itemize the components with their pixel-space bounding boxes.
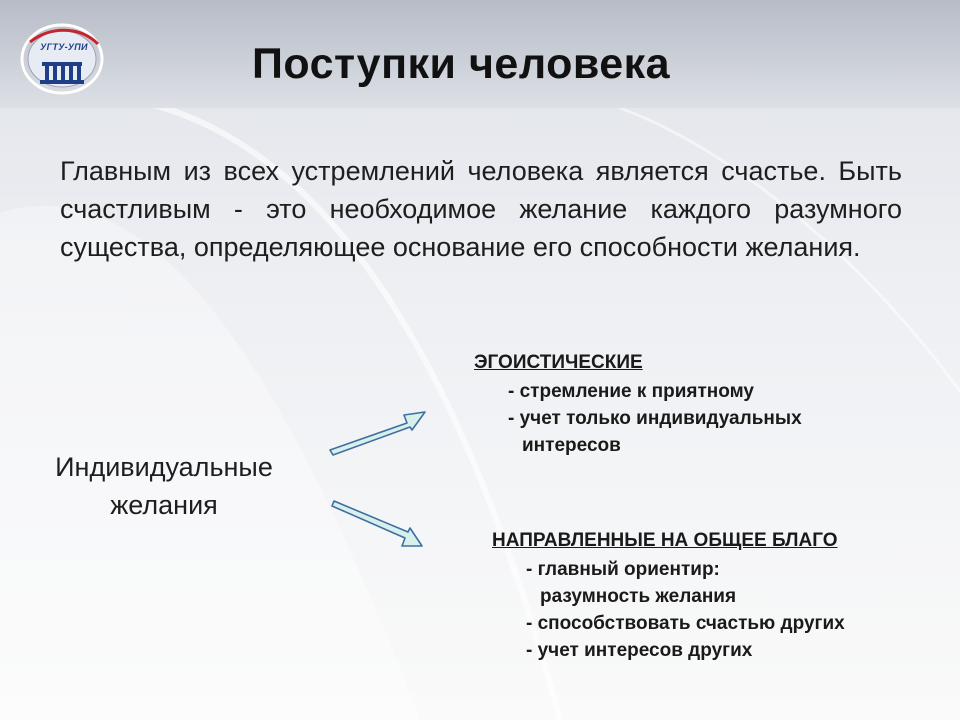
arrow-up-right-icon [330,412,425,455]
common-good-item: разумность желания [540,586,737,607]
desires-line-1: Индивидуальные [55,452,273,482]
arrows [320,400,440,560]
common-good-item: - способствовать счастью других [526,613,845,634]
individual-desires-label [30,448,298,524]
egoistic-item: - учет только индивидуальных [508,408,802,429]
egoistic-item: - стремление к приятному [508,381,754,402]
common-good-item: - учет интересов других [526,640,753,661]
arrow-down-right-icon [332,501,422,546]
intro-paragraph: Главным из всех устремлений человека является счастье. Быть счастливым - это необходимое желание каждого разумного существа, определяющее основание его способности желания. [60,156,902,262]
logo-text: УГТУ-УПИ [40,42,88,52]
egoistic-item: интересов [522,435,621,456]
egoistic-block [474,352,802,459]
common-good-item: - главный ориентир: [526,559,720,580]
university-building-icon [20,22,104,96]
common-good-heading: НАПРАВЛЕННЫЕ НА ОБЩЕЕ БЛАГО [492,530,838,551]
slide-title: Поступки человека [252,40,671,88]
common-good-block [492,530,845,664]
egoistic-heading: ЭГОИСТИЧЕСКИЕ [474,352,643,373]
desires-line-2: желания [110,490,218,520]
